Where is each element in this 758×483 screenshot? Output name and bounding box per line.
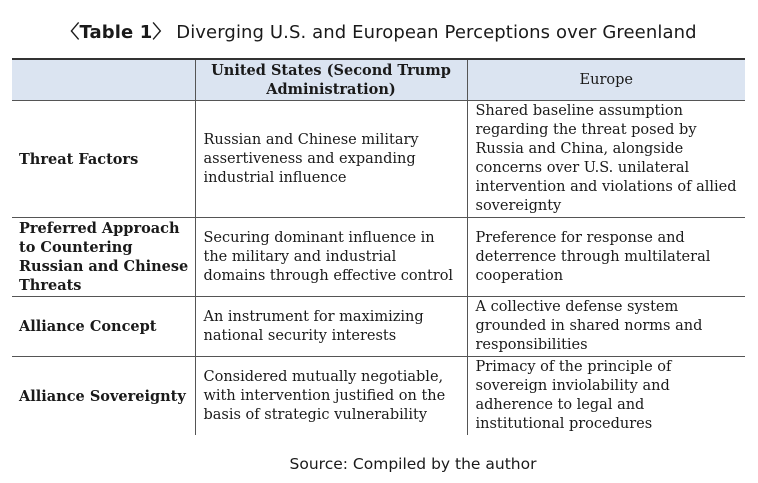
europe-cell: Shared baseline assumption regarding the threat posed by Russia and China, alongside concerns over U.S. unilateral intervention and violations of allied sovereignty	[467, 101, 745, 218]
us-cell: Considered mutually negotiable, with intervention justified on the basis of strategic vulnerability	[195, 357, 467, 436]
header-europe: Europe	[467, 59, 745, 101]
table-row	[12, 101, 745, 218]
table-row	[12, 218, 745, 297]
europe-cell: Primacy of the principle of sovereign inviolability and adherence to legal and institutional procedures	[467, 357, 745, 436]
us-cell: An instrument for maximizing national security interests	[195, 297, 467, 357]
header-row	[12, 59, 745, 101]
table-title: Diverging U.S. and European Perceptions over Greenland	[170, 22, 697, 43]
europe-cell: Preference for response and deterrence through multilateral cooperation	[467, 218, 745, 297]
us-cell: Securing dominant influence in the military and industrial domains through effective control	[195, 218, 467, 297]
row-label: Alliance Sovereignty	[19, 387, 186, 405]
table-row	[12, 357, 745, 436]
row-label: Threat Factors	[12, 101, 195, 218]
table-number: 〈Table 1〉	[61, 22, 171, 43]
row-label: Alliance Concept	[12, 297, 195, 357]
source-note: Source: Compiled by the author	[289, 455, 537, 473]
header-blank	[12, 59, 195, 101]
row-label: Preferred Approach to Countering Russian and Chinese Threats	[12, 218, 195, 297]
comparison-table	[12, 58, 745, 435]
header-us: United States (Second Trump Administration)	[195, 59, 467, 101]
us-cell: Russian and Chinese military assertiveness and expanding industrial influence	[195, 101, 467, 218]
table-row	[12, 297, 745, 357]
europe-cell: A collective defense system grounded in shared norms and responsibilities	[467, 297, 745, 357]
table-caption	[0, 18, 758, 44]
